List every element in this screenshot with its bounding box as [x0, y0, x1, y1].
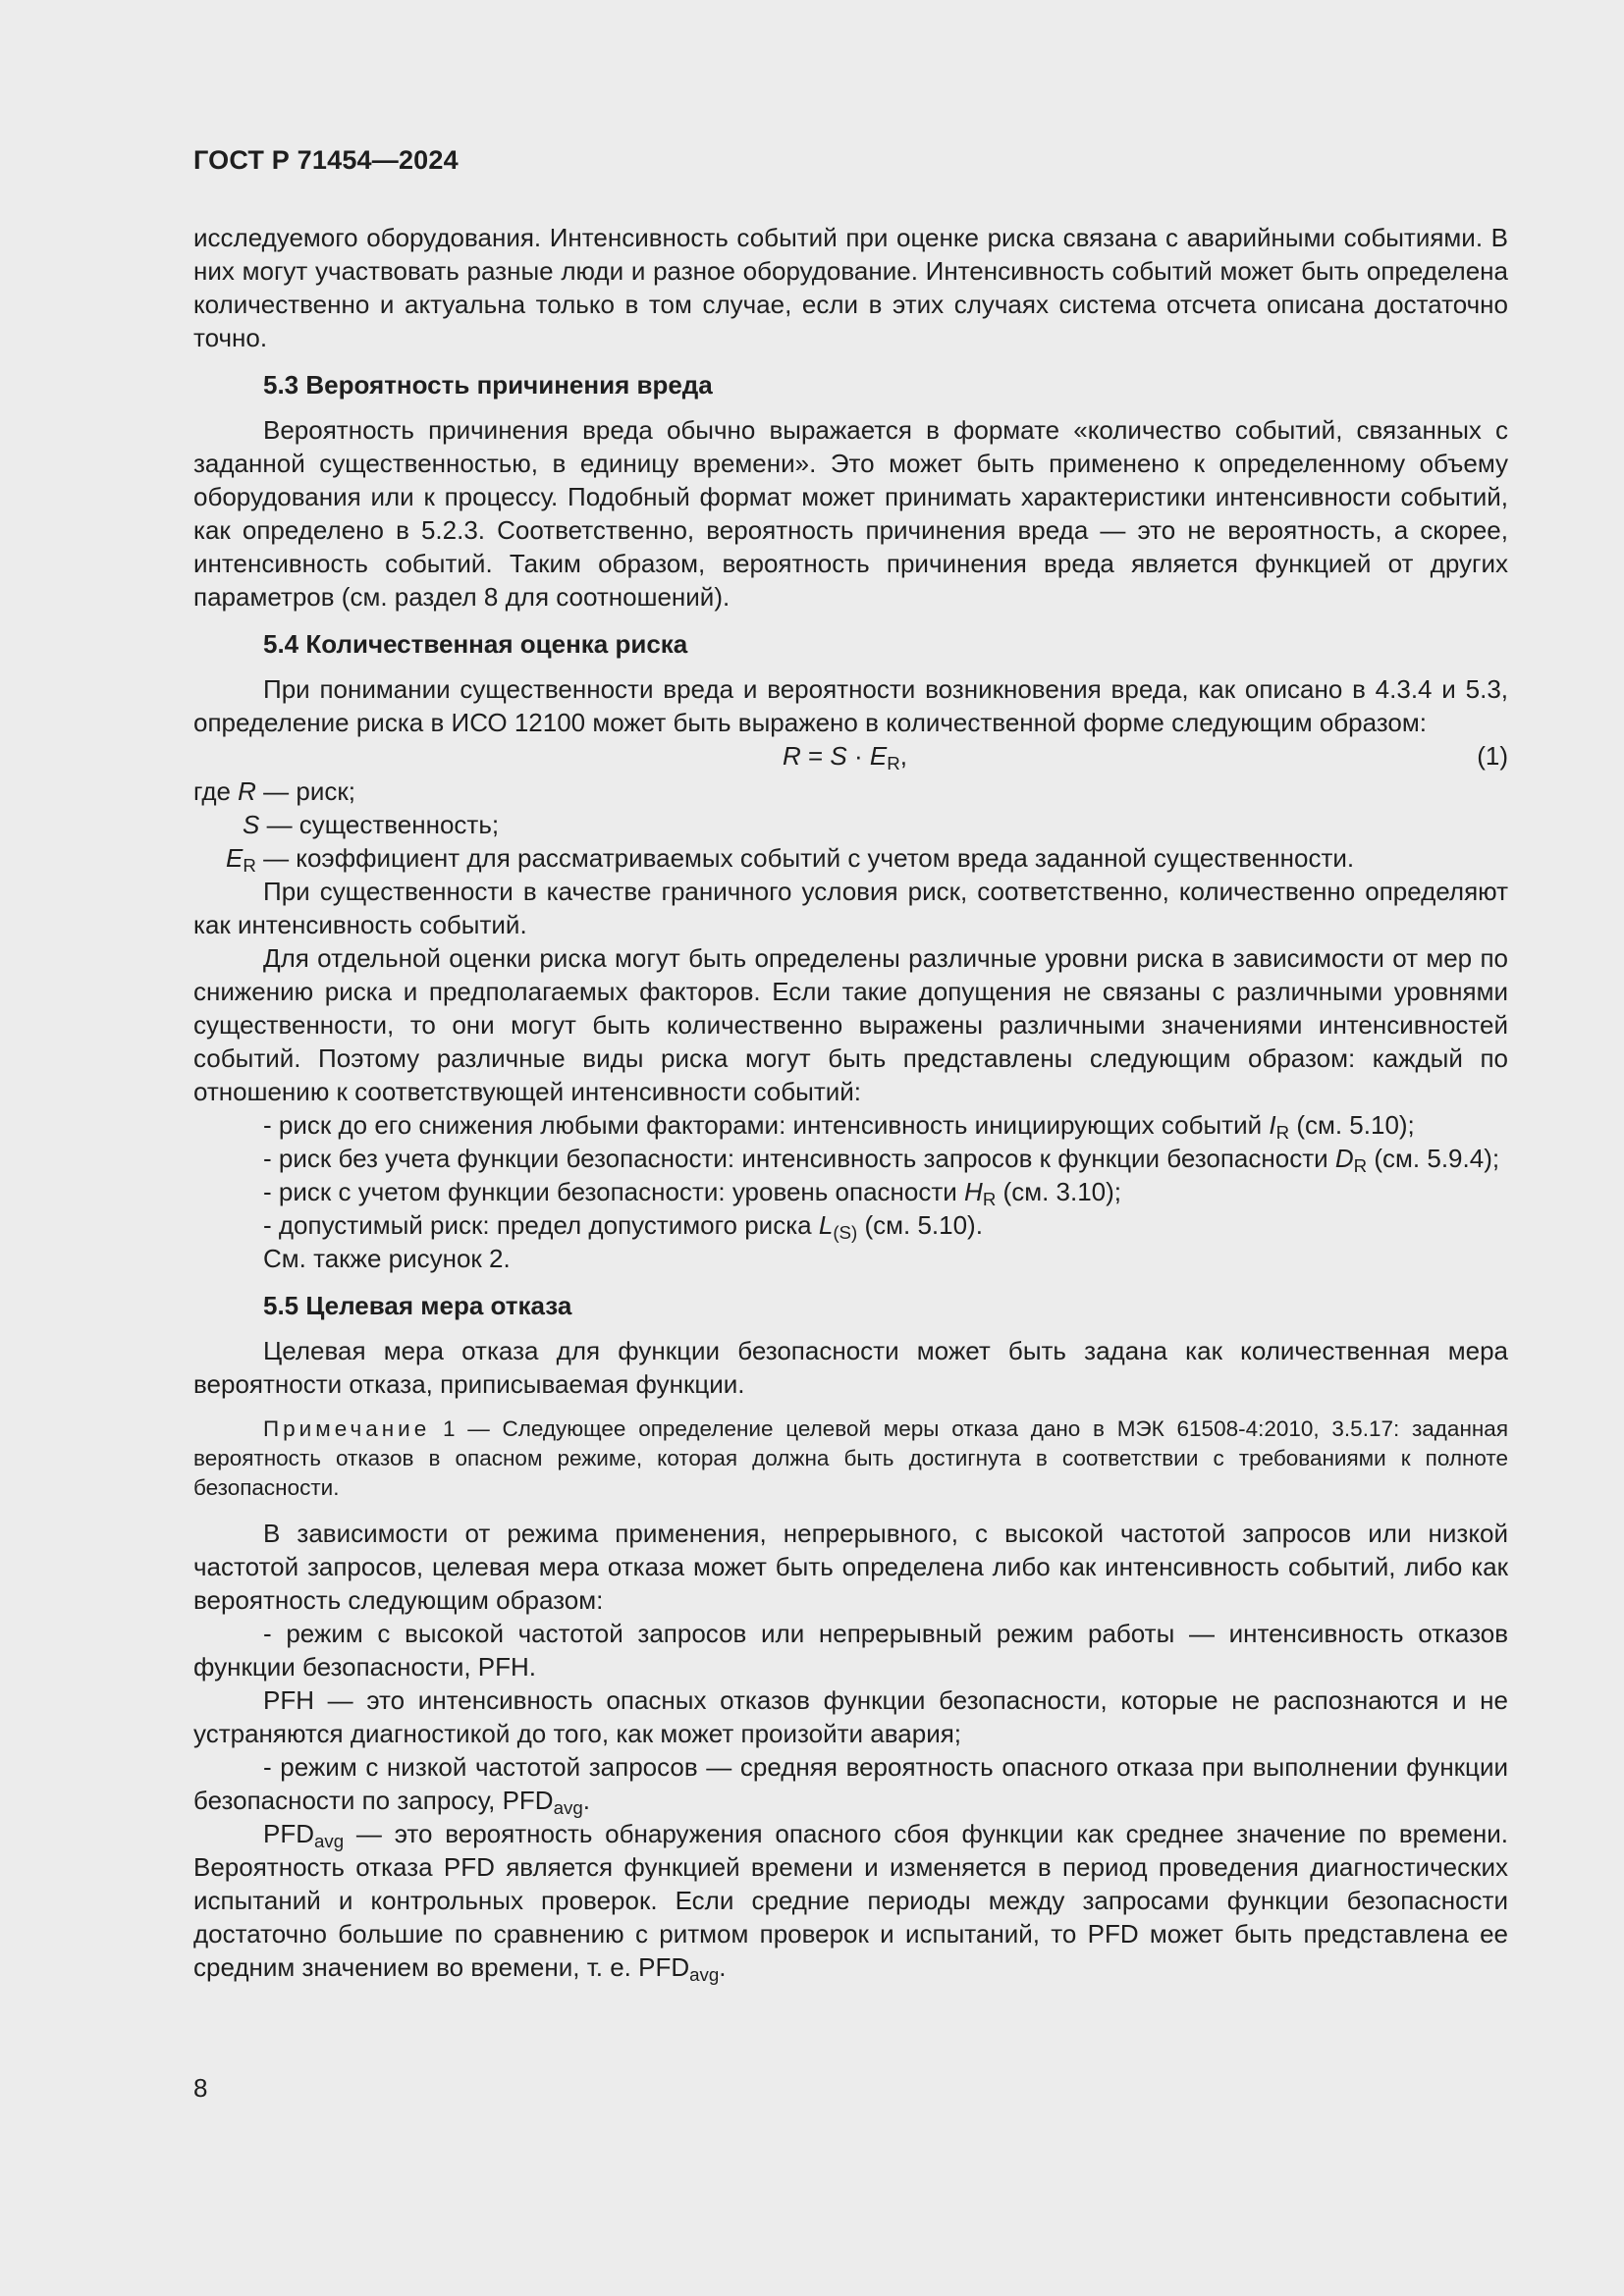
list-item-high-demand: - режим с высокой частотой запросов или непрерывный режим работы — интенсивность отказов функции безопасности, PFH. — [193, 1619, 1508, 1682]
legend-severity: S — существенность; — [243, 810, 500, 839]
note-1 — [193, 1415, 1508, 1503]
pfh-definition: PFH — это интенсивность опасных отказов функции безопасности, которые не распознаются и не устраняются диагностикой до того, как может произойти авария; — [193, 1685, 1508, 1748]
continued-paragraph: исследуемого оборудования. Интенсивность событий при оценке риска связана с аварийными событиями. В них могут участвовать разные люди и разное оборудование. Интенсивность событий может быть определена количественно и актуальна только в том случае, если в этих случаях система отсчета описана достаточно точно. — [193, 223, 1508, 352]
legend-risk: где R — риск; — [193, 776, 355, 806]
page-number: 8 — [193, 2073, 208, 2103]
pfd-definition: $PFD_{avg}$ — это вероятность обнаружения опасного сбоя функции как среднее значение по времени. Вероятность отказа PFD является функцией времени и изменяется в период проведения диагностических испытаний и контрольных проверок. Если средние периоды между запросами функции безопасности достаточно большие по сравнению с ритмом проверок и испытаний, то PFD может быть представлена ее средним значением во времени, т. е. $PFD_{avg}$. — [193, 1819, 1508, 1986]
section-5-4-paragraph-3: Для отдельной оценки риска могут быть определены различные уровни риска в зависимости от мер по снижению риска и предполагаемых факторов. Если такие допущения не связаны с различными уровнями существенности, то они могут быть количественно выражены различными значениями интенсивностей событий. Поэтому различные виды риска могут быть представлены следующим образом: каждый по отношению к соответствующей интенсивности событий: — [193, 943, 1508, 1106]
document-code-header: ГОСТ Р 71454—2024 — [193, 145, 459, 175]
list-item-risk-before: - риск до его снижения любыми факторами: интенсивность инициирующих событий $I_R$ (см. 5.10); — [263, 1110, 1415, 1144]
section-5-4-paragraph-2: При существенности в качестве граничного условия риск, соответственно, количественно определяют как интенсивность событий. — [193, 877, 1508, 939]
formula-number: (1) — [1477, 741, 1508, 771]
document-body — [193, 221, 1508, 1984]
section-5-4-title: 5.4 Количественная оценка риска — [263, 629, 688, 659]
section-5-3-paragraph: Вероятность причинения вреда обычно выражается в формате «количество событий, связанных с заданной существенностью, в единицу времени». Это может быть применено к определенному объему оборудования или к процессу. Подобный формат может принимать характеристики интенсивности событий, как определено в 5.2.3. Соответственно, вероятность причинения вреда — это не вероятность, а скорее, интенсивность событий. Таким образом, вероятность причинения вреда является функцией от других параметров (см. раздел 8 для соотношений). — [193, 415, 1508, 612]
list-item-risk-without-sf: - риск без учета функции безопасности: интенсивность запросов к функции безопасности $D_R$ (см. 5.9.4); — [263, 1144, 1500, 1177]
see-also-figure: См. также рисунок 2. — [263, 1244, 511, 1273]
section-5-5-paragraph-1: Целевая мера отказа для функции безопасности может быть задана как количественная мера вероятности отказа, приписываемая функции. — [193, 1336, 1508, 1399]
formula-1 — [193, 739, 1508, 774]
legend-coefficient: $E_R$ — коэффициент для рассматриваемых событий с учетом вреда заданной существенности. — [226, 843, 1355, 877]
section-5-5-title: 5.5 Целевая мера отказа — [263, 1291, 572, 1320]
note-label: Примечание — [263, 1416, 431, 1441]
list-item-low-demand: - режим с низкой частотой запросов — средняя вероятность опасного отказа при выполнении функции безопасности по запросу, $PFD_{avg}$. — [193, 1752, 1508, 1819]
formula-expression: $R = S \cdot E_R$, — [783, 741, 907, 774]
list-item-tolerable-risk: - допустимый риск: предел допустимого риска $L_{(S)}$ (см. 5.10). — [263, 1210, 983, 1244]
formula-legend — [193, 774, 1508, 875]
section-5-4-intro: При понимании существенности вреда и вероятности возникновения вреда, как описано в 4.3.4 и 5.3, определение риска в ИСО 12100 может быть выражено в количественной форме следующим образом: — [193, 674, 1508, 737]
list-item-risk-with-sf: - риск с учетом функции безопасности: уровень опасности $H_R$ (см. 3.10); — [263, 1177, 1122, 1210]
section-5-3-title: 5.3 Вероятность причинения вреда — [263, 370, 713, 400]
section-5-5-paragraph-2: В зависимости от режима применения, непрерывного, с высокой частотой запросов или низкой частотой запросов, целевая мера отказа может быть определена либо как интенсивность событий, либо как вероятность следующим образом: — [193, 1519, 1508, 1615]
note-text: 1 — Следующее определение целевой меры отказа дано в МЭК 61508-4:2010, 3.5.17: заданная вероятность отказов в опасном режиме, которая должна быть достигнута в соответствии с требованиями к полноте безопасности. — [193, 1416, 1508, 1500]
